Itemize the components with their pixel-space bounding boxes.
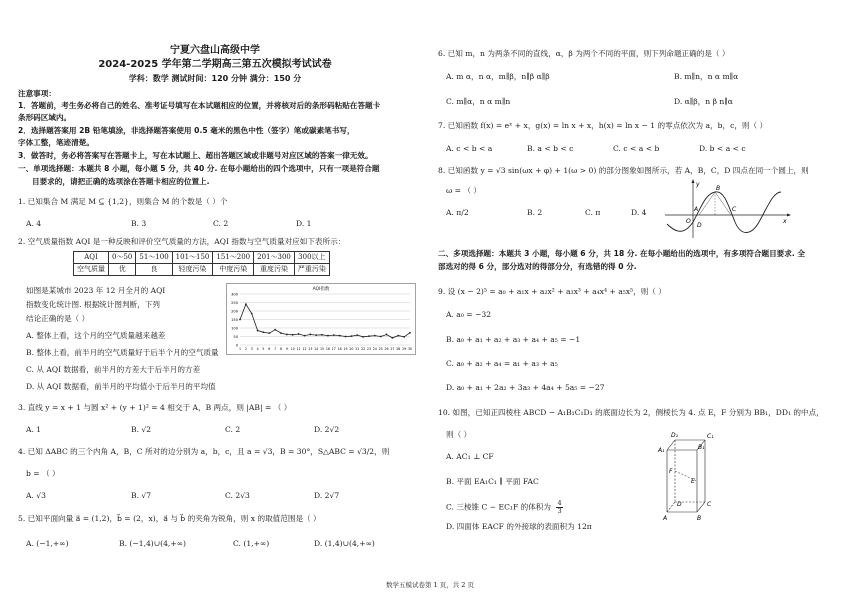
label-b1: B₁ <box>698 444 705 451</box>
q4-option-a: A. √3 <box>26 491 46 500</box>
q3-stem: 3. 直线 y = x + 1 与圆 x² + (y + 1)² = 4 相交于 A，B 两点，则 |AB| = （ ） <box>18 403 292 412</box>
q10-option-a: A. AC₁ ⊥ CF <box>446 452 494 461</box>
q1-option-d: D. 1 <box>296 219 312 228</box>
sine-curve <box>667 192 781 233</box>
data-point <box>409 332 411 334</box>
q2-option-d: D. 从 AQI 数据看，前半月的平均值小于后半月的平均值 <box>26 382 216 391</box>
q2-text-1: 如图是某城市 2023 年 12 月全月的 AQI <box>26 286 166 295</box>
label-b: B <box>697 515 702 522</box>
label-f: F <box>669 468 673 475</box>
q6-option-b: B. m∥n，n α m∥α <box>674 72 739 81</box>
q10-stem-2: 则（ ） <box>446 430 472 439</box>
q6-option-a: A. m α，n α，m∥β，n∥β α∥β <box>446 72 550 81</box>
x-tick-label: 20 <box>349 347 354 351</box>
x-tick-label: 28 <box>396 347 401 351</box>
q4-option-d: D. 2√7 <box>314 491 340 500</box>
x-axis-arrow-icon <box>787 214 791 217</box>
y-tick-label: 300 <box>231 292 238 297</box>
data-point <box>403 336 405 338</box>
table-cell: AQI <box>74 252 109 264</box>
x-tick-label: 3 <box>250 347 253 351</box>
table-cell: 轻度污染 <box>172 264 213 276</box>
data-point <box>333 334 335 336</box>
q1-option-a: A. 4 <box>26 219 42 228</box>
q4-option-c: C. 2√3 <box>225 491 250 500</box>
q6-option-d: D. α∥β，n β n∥α <box>674 97 733 106</box>
x-tick-label: 24 <box>372 347 377 351</box>
aqi-line-chart <box>226 283 416 355</box>
x-tick-label: 11 <box>296 347 301 351</box>
section2-line2: 部选对的得 6 分，部分选对的得部分分，有选错的得 0 分. <box>438 262 637 271</box>
point-a-label: A <box>694 206 699 213</box>
q7-option-a: A. c < b < a <box>446 144 493 153</box>
table-cell: 严重污染 <box>294 264 329 276</box>
x-tick-label: 8 <box>280 347 283 351</box>
q10-stem: 10. 如图，已知正四棱柱 ABCD − A₁B₁C₁D₁ 的底面边长为 2，侧棱长为 4. 点 E，F 分别为 BB₁，DD₁ 的中点， <box>438 408 824 417</box>
label-c: C <box>707 501 712 508</box>
q9-option-d: D. a₀ + a₁ + 2a₂ + 3a₃ + 4a₄ + 5a₅ = −27 <box>446 383 605 392</box>
q4-stem-2: b = （ ） <box>26 469 60 478</box>
chart-title: AQI指数 <box>312 287 330 292</box>
data-point <box>356 334 358 336</box>
x-axis-label: x <box>783 218 787 225</box>
exam-meta: 学科：数学 测试时间：120 分钟 满分：150 分 <box>128 74 302 83</box>
q3-option-b: B. √2 <box>131 425 152 434</box>
data-point <box>239 319 241 321</box>
q8-option-d: D. 4 <box>631 208 647 217</box>
q7-option-c: C. c < a < b <box>613 144 660 153</box>
x-tick-label: 26 <box>384 347 389 351</box>
q2-option-c: C. 从 AQI 数据看，前半月的方差大于后半月的方差 <box>26 365 201 374</box>
data-point <box>251 313 253 315</box>
aqi-row-quality <box>74 264 330 276</box>
x-tick-label: 7 <box>274 347 277 351</box>
q2-option-b: B. 整体上看，前半月的空气质量好于后半个月的空气质量 <box>26 348 219 357</box>
data-point <box>298 333 300 335</box>
label-e: E <box>691 478 695 485</box>
sine-graph-figure <box>663 178 793 240</box>
point-d-label: D <box>697 222 702 229</box>
data-point <box>380 336 382 338</box>
q5-option-d: D. (1,4)∪(4,+∞) <box>314 539 375 548</box>
q4-option-b: B. √7 <box>131 491 152 500</box>
x-tick-label: 5 <box>262 347 265 351</box>
prism-figure <box>657 428 729 524</box>
q10-option-b: B. 平面 EA₁C₁ ∥ 平面 FAC <box>446 477 539 486</box>
fraction <box>556 500 562 515</box>
q2-text-3: 结论正确的是（ ） <box>26 314 90 323</box>
point-b-label: B <box>716 185 721 192</box>
q3-option-d: D. 2√2 <box>314 425 340 434</box>
q7-option-b: B. a < b < c <box>527 144 574 153</box>
data-point <box>292 334 294 336</box>
table-cell: 101～150 <box>172 252 213 264</box>
q7-stem: 7. 已知函数 f(x) = eˣ + x，g(x) = ln x + x，h(x) = ln x − 1 的零点依次为 a，b，c，则（ ） <box>438 121 768 130</box>
label-a: A <box>663 515 668 522</box>
x-tick-label: 2 <box>244 347 247 351</box>
data-point <box>304 335 306 337</box>
data-point <box>274 329 276 331</box>
y-tick-label: 100 <box>231 326 238 331</box>
exam-title: 2024-2025 学年第二学期高三第五次模拟考试试卷 <box>98 59 332 70</box>
q9-stem: 9. 设 (x − 2)⁵ = a₀ + a₁x + a₂x² + a₃x³ + a₄x⁴ + a₅x⁵，则（ ） <box>438 287 666 296</box>
data-point <box>397 335 399 337</box>
table-cell: 良 <box>136 264 172 276</box>
data-point <box>386 334 388 336</box>
segment-ab <box>699 192 715 215</box>
note-2a: 2．选择题答案用 2B 铅笔填涂，非选择题答案使用 0.5 毫米的黑色中性（签字）笔或碳素笔书写， <box>18 126 355 135</box>
q5-option-c: C. (1,+∞) <box>233 539 270 548</box>
table-cell: 300以上 <box>294 252 329 264</box>
note-1b: 条形码区域内。 <box>18 113 72 122</box>
x-tick-label: 13 <box>308 347 313 351</box>
table-cell: 51～100 <box>136 252 172 264</box>
x-tick-label: 16 <box>325 347 330 351</box>
origin-label: O <box>686 218 691 225</box>
data-point <box>339 335 341 337</box>
data-point <box>245 303 247 305</box>
table-cell: 空气质量 <box>74 264 109 276</box>
x-tick-label: 4 <box>256 347 259 351</box>
x-tick-label: 25 <box>378 347 383 351</box>
page-footer: 数学五模试卷第 1 页，共 2 页 <box>385 581 475 589</box>
x-tick-label: 12 <box>302 347 307 351</box>
data-point <box>263 331 265 333</box>
data-point <box>362 336 364 338</box>
section1-line2: 目要求的，请把正确的选项涂在答题卡相应的位置上. <box>32 177 210 186</box>
label-d1: D₁ <box>671 432 679 439</box>
label-d: D <box>677 501 682 508</box>
x-tick-label: 29 <box>402 347 407 351</box>
aqi-row-index <box>74 252 330 264</box>
y-axis-arrow-icon <box>692 179 695 183</box>
q1-option-b: B. 3 <box>131 219 147 228</box>
q9-option-a: A. a₀ = −32 <box>446 310 492 319</box>
q3-option-a: A. 1 <box>26 425 42 434</box>
x-tick-label: 10 <box>290 347 295 351</box>
point-c-label: C <box>732 206 737 213</box>
data-point <box>368 335 370 337</box>
note-1a: 1．答题前，考生务必将自己的姓名、准考证号填写在本试题相应的位置，并将核对后的条形码粘贴在答题卡 <box>18 101 381 110</box>
q1-option-c: C. 2 <box>213 219 229 228</box>
q8-stem: 8. 已知函数 y = √3 sin(ωx + φ) + 1(ω > 0) 的部分图象如图所示，若 A，B，C，D 四点在同一个圆上，则 <box>438 166 809 175</box>
q10-option-c <box>446 500 563 515</box>
data-point <box>315 334 317 336</box>
data-point <box>374 335 376 337</box>
q5-option-a: A. (−1,+∞) <box>26 539 69 548</box>
q4-stem: 4. 已知 ΔABC 的三个内角 A，B，C 所对的边分别为 a，b，c，且 a = √3，B = 30°，S△ABC = √3/2，则 <box>18 447 390 456</box>
q2-option-a: A. 整体上看，这个月的空气质量越来越差 <box>26 331 166 340</box>
table-cell: 151～200 <box>213 252 254 264</box>
data-point <box>280 332 282 334</box>
x-tick-label: 14 <box>314 347 319 351</box>
data-point <box>392 337 394 339</box>
y-tick-label: 50 <box>233 334 238 339</box>
school-name: 宁夏六盘山高级中学 <box>170 45 260 56</box>
y-tick-label: 200 <box>231 309 238 314</box>
data-point <box>350 335 352 337</box>
data-point <box>268 332 270 334</box>
q7-option-d: D. b < a < c <box>699 144 746 153</box>
y-tick-label: 250 <box>231 300 238 305</box>
x-tick-label: 18 <box>337 347 342 351</box>
fraction-numerator: 4 <box>557 499 562 507</box>
data-point <box>257 330 259 332</box>
table-cell: 中度污染 <box>213 264 254 276</box>
q5-stem: 5. 已知平面向量 a⃗ = (1,2)，b⃗ = (2，x)，a⃗ 与 b⃗ 的夹角为锐角，则 x 的取值范围是（ ） <box>18 514 321 523</box>
data-point <box>286 334 288 336</box>
q8-stem-2: ω = （ ） <box>446 186 481 195</box>
q8-option-b: B. 2 <box>527 208 543 217</box>
x-tick-label: 21 <box>355 347 360 351</box>
x-tick-label: 6 <box>268 347 271 351</box>
q10-option-d: D. 四面体 EACF 的外接球的表面积为 12π <box>446 522 592 531</box>
data-point <box>327 335 329 337</box>
data-point <box>309 334 311 336</box>
x-tick-label: 1 <box>238 347 242 351</box>
q2-text-2: 指数变化统计图. 根据统计图判断，下列 <box>26 300 160 309</box>
q6-stem: 6. 已知 m，n 为两条不同的直线，α，β 为两个不同的平面，则下列命题正确的是（ ） <box>438 49 730 58</box>
edge <box>697 502 705 512</box>
x-tick-label: 15 <box>320 347 325 351</box>
x-tick-label: 17 <box>331 347 336 351</box>
q9-option-b: B. a₀ + a₁ + a₂ + a₃ + a₄ + a₅ = −1 <box>446 335 581 344</box>
aqi-table <box>73 251 330 276</box>
q10-option-c-text: C. 三棱锥 C − EC₁F 的体积为 <box>446 502 552 512</box>
section2-line1: 二、多项选择题：本题共 3 小题，每小题 6 分，共 18 分. 在每小题给出的选项中，有多项符合题目要求. 全 <box>438 249 805 258</box>
x-tick-label: 22 <box>361 347 366 351</box>
fraction-denominator: 3 <box>557 507 562 515</box>
hidden-edge <box>667 502 675 512</box>
q6-option-c: C. m∥α，n α m∥n <box>446 97 511 106</box>
data-point <box>345 336 347 338</box>
q1-stem: 1. 已知集合 M 满足 M ⊆ {1,2}，则集合 M 的个数是（ ）个 <box>18 197 228 206</box>
edge <box>667 440 675 450</box>
table-cell: 201～300 <box>254 252 295 264</box>
x-tick-label: 9 <box>285 347 288 351</box>
q8-option-c: C. π <box>585 208 601 217</box>
y-tick-label: 150 <box>231 317 238 322</box>
x-tick-label: 27 <box>390 347 395 351</box>
x-tick-label: 30 <box>407 347 413 351</box>
x-tick-label: 19 <box>343 347 348 351</box>
label-a1: A₁ <box>658 447 665 454</box>
note-3: 3．做答时，务必将答案写在答题卡上，写在本试题上、超出答题区域或非题号对应区域的答案一律无效。 <box>18 151 373 160</box>
section1-line1: 一、单项选择题：本题共 8 小题，每小题 5 分，共 40 分. 在每小题给出的四个选项中，只有一项是符合题 <box>18 164 380 173</box>
q8-option-a: A. π/2 <box>446 208 469 217</box>
table-cell: 重度污染 <box>254 264 295 276</box>
q3-option-c: C. 2 <box>225 425 241 434</box>
x-tick-label: 23 <box>366 347 371 351</box>
data-point <box>321 334 323 336</box>
table-cell: 优 <box>109 264 136 276</box>
q9-option-c: C. a₀ + a₂ + a₄ = a₁ + a₃ + a₅ <box>446 359 558 368</box>
notes-title: 注意事项： <box>18 89 56 98</box>
y-axis-label: y <box>696 181 700 188</box>
table-cell: 0～50 <box>109 252 136 264</box>
y-tick-label: 0 <box>235 343 238 348</box>
q5-option-b: B. (−1,4)∪(4,+∞) <box>119 539 186 548</box>
q2-stem: 2. 空气质量指数 AQI 是一种反映和评价空气质量的方法，AQI 指数与空气质量对应如下表所示： <box>18 237 346 246</box>
note-2b: 字体工整，笔迹清楚。 <box>18 138 94 147</box>
label-c1: C₁ <box>707 433 714 440</box>
